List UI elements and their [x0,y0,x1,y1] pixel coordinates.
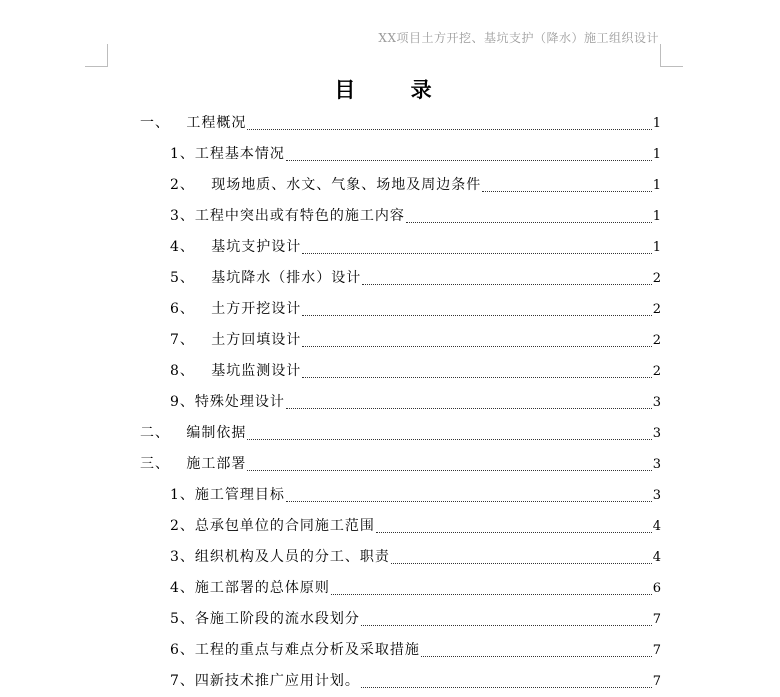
toc-entry-page-number: 2 [652,333,661,348]
toc-entry[interactable] [140,666,661,697]
toc-entry[interactable] [140,604,661,635]
crop-mark-top-right-v [660,44,661,67]
toc-entry[interactable] [140,108,661,139]
toc-dot-leader [376,531,652,533]
toc-dot-leader [362,283,651,285]
toc-dot-leader [247,128,651,130]
toc-dot-leader [302,376,651,378]
toc-entry-page-number: 7 [652,643,661,658]
toc-entry-title: 9、特殊处理设计 [170,394,285,410]
toc-dot-leader [286,159,652,161]
toc-entry-title: 1、工程基本情况 [170,146,285,162]
toc-dot-leader [286,500,652,502]
toc-entry-title: 2、总承包单位的合同施工范围 [170,518,375,534]
toc-entry-title: 一、 工程概况 [140,115,247,131]
toc-entry-title: 4、施工部署的总体原则 [170,580,330,596]
toc-entry-page-number: 2 [652,271,661,286]
toc-entry[interactable] [140,356,661,387]
toc-entry-title: 8、 基坑监测设计 [170,363,302,379]
toc-entry[interactable] [140,294,661,325]
toc-entry-page-number: 3 [652,457,661,472]
toc-dot-leader [247,469,651,471]
toc-dot-leader [406,221,652,223]
toc-dot-leader [361,624,652,626]
toc-entry[interactable] [140,201,661,232]
toc-entry-page-number: 1 [652,209,661,224]
toc-entry[interactable] [140,573,661,604]
toc-entry-page-number: 2 [652,302,661,317]
toc-dot-leader [482,190,651,192]
toc-dot-leader [302,345,651,347]
toc-entry-title: 5、 基坑降水（排水）设计 [170,270,362,286]
toc-entry-page-number: 1 [652,178,661,193]
toc-entry-title: 2、 现场地质、水文、气象、场地及周边条件 [170,177,482,193]
toc-entry-page-number: 2 [652,364,661,379]
toc-entry[interactable] [140,139,661,170]
toc-dot-leader [331,593,652,595]
toc-entry-title: 三、 施工部署 [140,456,247,472]
toc-entry-title: 1、施工管理目标 [170,487,285,503]
toc-entry-page-number: 7 [652,612,661,627]
toc-entry-page-number: 4 [652,550,661,565]
toc-entry-page-number: 7 [652,674,661,689]
toc-entry[interactable] [140,511,661,542]
toc-entry-page-number: 1 [652,116,661,131]
toc-entry-page-number: 3 [652,395,661,410]
page-header: XX项目土方开挖、基坑支护（降水）施工组织设计 [378,31,659,45]
toc-entry-page-number: 1 [652,147,661,162]
toc-entry-page-number: 6 [652,581,661,596]
toc-entry-page-number: 4 [652,519,661,534]
table-of-contents [140,108,661,697]
toc-entry-title: 4、 基坑支护设计 [170,239,302,255]
toc-entry-title: 二、 编制依据 [140,425,247,441]
toc-dot-leader [361,686,652,688]
toc-entry[interactable] [140,480,661,511]
toc-dot-leader [421,655,652,657]
toc-dot-leader [286,407,652,409]
crop-mark-top-left-v [107,44,108,67]
toc-entry-title: 6、 土方开挖设计 [170,301,302,317]
toc-entry[interactable] [140,387,661,418]
toc-dot-leader [302,314,651,316]
crop-mark-top-left-h [85,66,108,67]
toc-entry[interactable] [140,325,661,356]
page-title: 目 录 [334,77,456,102]
toc-entry-page-number: 1 [652,240,661,255]
toc-dot-leader [391,562,652,564]
toc-entry[interactable] [140,170,661,201]
toc-entry-title: 3、组织机构及人员的分工、职责 [170,549,390,565]
toc-dot-leader [247,438,651,440]
toc-entry-title: 7、四新技术推广应用计划。 [170,673,360,689]
toc-entry-page-number: 3 [652,488,661,503]
toc-entry-title: 3、工程中突出或有特色的施工内容 [170,208,405,224]
toc-entry-title: 6、工程的重点与难点分析及采取措施 [170,642,420,658]
toc-dot-leader [302,252,651,254]
toc-entry-title: 7、 土方回填设计 [170,332,302,348]
toc-entry[interactable] [140,449,661,480]
toc-entry[interactable] [140,232,661,263]
toc-entry-title: 5、各施工阶段的流水段划分 [170,611,360,627]
toc-entry[interactable] [140,263,661,294]
crop-mark-top-right-h [660,66,683,67]
toc-entry[interactable] [140,542,661,573]
toc-entry[interactable] [140,418,661,449]
toc-entry[interactable] [140,635,661,666]
toc-entry-page-number: 3 [652,426,661,441]
